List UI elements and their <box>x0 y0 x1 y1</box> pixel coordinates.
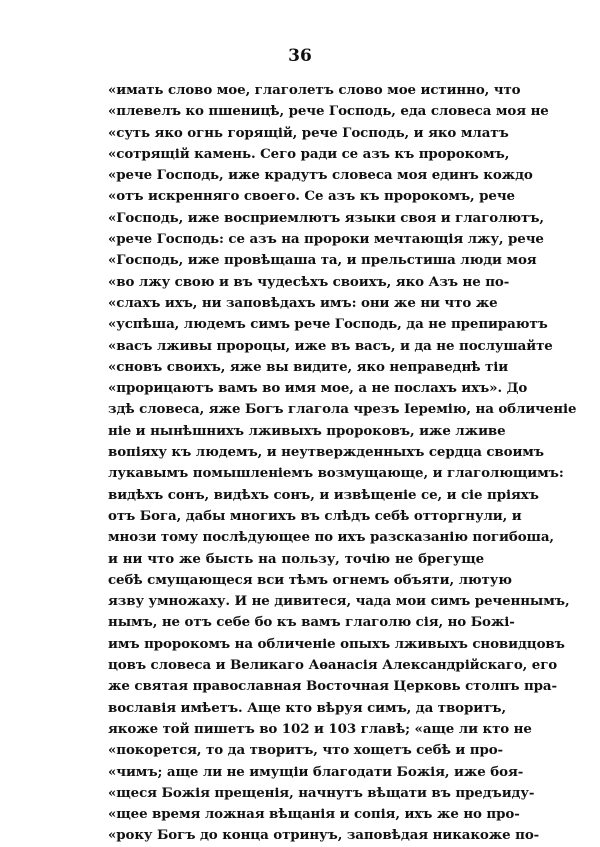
text-line: отъ Бога, дабы многихъ въ слѣдъ себѣ отторгнули, и <box>108 507 522 524</box>
text-line: лукавымъ помышленіемъ возмущающе, и глаголющимъ: <box>108 465 564 482</box>
text-line: «рече Господь: се азъ на пророки мечтающія лжу, рече <box>108 231 544 248</box>
text-line: ніе и нынѣшнихъ лживыхъ пророковъ, иже лживе <box>108 422 506 439</box>
text-line: «сновъ своихъ, яже вы видите, яко неправеднѣ тіи <box>108 358 509 375</box>
text-line: и ни что же бысть на пользу, точію не брегуще <box>108 550 484 567</box>
text-line: же святая православная Восточная Церковь столпъ пра- <box>108 678 557 695</box>
text-line: «суть яко огнь горящій, рече Господь, и яко млатъ <box>108 124 509 141</box>
text-line: себѣ смущающеся вси тѣмъ огнемъ объяти, лютую <box>108 571 512 588</box>
text-line: нымъ, не отъ себе бо къ вамъ глаголю сія, но Божі- <box>108 614 515 631</box>
text-line: «року Богъ до конца отринуъ, заповѣдая никакоже по- <box>108 827 540 844</box>
text-line: «прорицаютъ вамъ во имя мое, а не послахъ ихъ». До <box>108 380 528 397</box>
text-line: «во лжу свою и въ чудесѣхъ своихъ, яко Азъ не по- <box>108 273 510 290</box>
text-line: якоже той пишетъ во 102 и 103 главѣ; «аще ли кто не <box>108 720 532 737</box>
text-line: «отъ искренняго своего. Се азъ къ пророкомъ, рече <box>108 188 515 205</box>
text-line: «плевелъ ко пшеницѣ, рече Господь, еда словеса моя не <box>108 103 549 120</box>
text-line: «чимъ; аще ли не имущіи благодати Божія, иже боя- <box>108 763 524 780</box>
text-line: «покорется, то да творитъ, что хощетъ себѣ и про- <box>108 742 504 759</box>
text-line: вославія имѣетъ. Аще кто вѣруя симъ, да творитъ, <box>108 699 507 716</box>
text-line: «успѣша, людемъ симъ рече Господь, да не препираютъ <box>108 316 548 333</box>
text-line: «Господь, иже провѣщаша та, и прельстиша люди моя <box>108 252 537 269</box>
text-line: «имать слово мое, глаголетъ слово мое истинно, что <box>108 82 521 98</box>
text-line: имъ пророкомъ на обличеніе опыхъ лживыхъ сновидцовъ <box>108 635 565 652</box>
text-line: «щее время ложная вѣщанія и сопія, ихъ же но про- <box>108 806 520 823</box>
text-line: язву умножаху. И не дивитеся, чада мои симъ реченнымъ, <box>108 593 570 610</box>
body-text <box>108 80 577 847</box>
text-line: здѣ словеса, яже Богъ глагола чрезъ Іеремію, на обличеніе <box>108 401 577 418</box>
text-line: видѣхъ сонъ, видѣхъ сонъ, и извѣщеніе се, и сіе пріяхъ <box>108 486 539 503</box>
text-line: «рече Господь, иже крадутъ словеса моя единъ кождо <box>108 167 533 184</box>
text-line: вопіяху къ людемъ, и неутвержденныхъ сердца своимъ <box>108 444 544 461</box>
text-line: «щеся Божія прещенія, начнутъ вѣщати въ предъиду- <box>108 784 535 801</box>
text-line: «слахъ ихъ, ни заповѣдахъ имъ: они же ни что же <box>108 294 498 311</box>
text-line: мнози тому послѣдующее по ихъ разсказанію погибоша, <box>108 529 554 546</box>
text-line: «сотрящій камень. Сего ради се азъ къ пророкомъ, <box>108 145 510 162</box>
text-line: «васъ лживы пророцы, иже въ васъ, и да не послушайте <box>108 337 553 354</box>
text-line: цовъ словеса и Великаго Аѳанасія Александрійскаго, его <box>108 657 558 674</box>
page-number: 36 <box>288 46 312 66</box>
text-line: «Господь, иже восприемлютъ языки своя и глаголютъ, <box>108 209 544 226</box>
